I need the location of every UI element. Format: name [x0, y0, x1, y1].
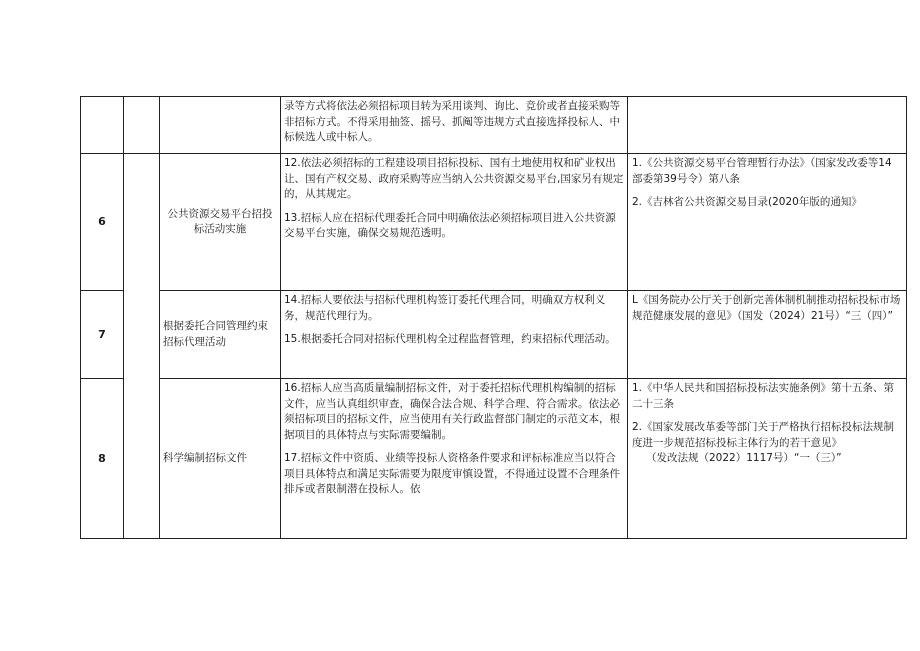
row-item: [160, 97, 281, 154]
description-paragraph: 12.依法必须招标的工程建设项目招标投标、国有土地使用权和矿业权出让、国有产权交易、政府采购等应当纳入公共资源交易平台,国家另有规定的，从其规定。: [284, 157, 624, 200]
row-number: 7: [81, 291, 124, 379]
row-description: [281, 154, 628, 291]
description-paragraph: 17.招标文件中资质、业绩等投标人资格条件要求和评标标准应当以符合项目具体特点和满足实际需要为限度审慎设置，不得通过设置不合理条件排斥或者限制潜在投标人。依: [284, 452, 620, 495]
row-item: 科学编制招标文件: [160, 379, 281, 539]
regulation-table: [80, 96, 907, 539]
row-number: [81, 97, 124, 154]
row-basis: [628, 291, 907, 379]
description-paragraph: 16.招标人应当高质量编制招标文件，对于委托招标代理机构编制的招标文件，应当认真组织审查，确保合法合规、科学合理、符合需求。依法必须招标项目的招标文件，应当使用有关行政监督部门制定的示范文本，根据项目的具体特点与实际需要编制。: [284, 382, 620, 441]
basis-paragraph: 1.《公共资源交易平台管理暂行办法》（国家发改委等14部委第39号令）第八条: [632, 157, 892, 185]
row-item: 根据委托合同管理约束招标代理活动: [160, 291, 281, 379]
basis-paragraph: 2.《国家发展改革委等部门关于严格执行招标投标法规制度进一步规范招标投标主体行为的若干意见》: [632, 421, 895, 449]
row-description: [281, 291, 628, 379]
description-paragraph: 录等方式将依法必须招标项目转为采用谈判、询比、竞价或者直接采购等非招标方式。不得采用抽签、摇号、抓阄等违规方式直接选择投标人、中标候选人或中标人。: [284, 100, 620, 143]
table-row: [81, 379, 907, 539]
row-item: 公共资源交易平台招投标活动实施: [160, 154, 281, 291]
table-row: [81, 97, 907, 154]
basis-paragraph: 2.《吉林省公共资源交易目录(2020年版的通知》: [632, 196, 862, 208]
row-basis: [628, 379, 907, 539]
basis-paragraph: 1.《中华人民共和国招标投标法实施条例》第十五条、第二十三条: [632, 382, 895, 410]
description-paragraph: 13.招标人应在招标代理委托合同中明确依法必须招标项目进入公共资源交易平台实施，确保交易规范透明。: [284, 211, 616, 239]
basis-paragraph: （发改法规（2022）1117号）“一（三）”: [646, 452, 842, 464]
description-paragraph: 14.招标人要依法与招标代理机构签订委托代理合同，明确双方权利义务，规范代理行为。: [284, 294, 606, 322]
row-description: [281, 97, 628, 154]
description-paragraph: 15.根据委托合同对招标代理机构全过程监督管理，约束招标代理活动。: [284, 333, 616, 345]
row-description: [281, 379, 628, 539]
row-number: 6: [81, 154, 124, 291]
table-row: [81, 154, 907, 291]
row-basis: [628, 97, 907, 154]
merged-column-cell: [124, 154, 160, 539]
merged-column-cell: [124, 97, 160, 154]
row-number: 8: [81, 379, 124, 539]
table-row: [81, 291, 907, 379]
row-basis: [628, 154, 907, 291]
basis-paragraph: L《国务院办公厅关于创新完善体制机制推动招标投标市场规范健康发展的意见》（国发（2024）21号）“三（四）”: [632, 294, 901, 322]
